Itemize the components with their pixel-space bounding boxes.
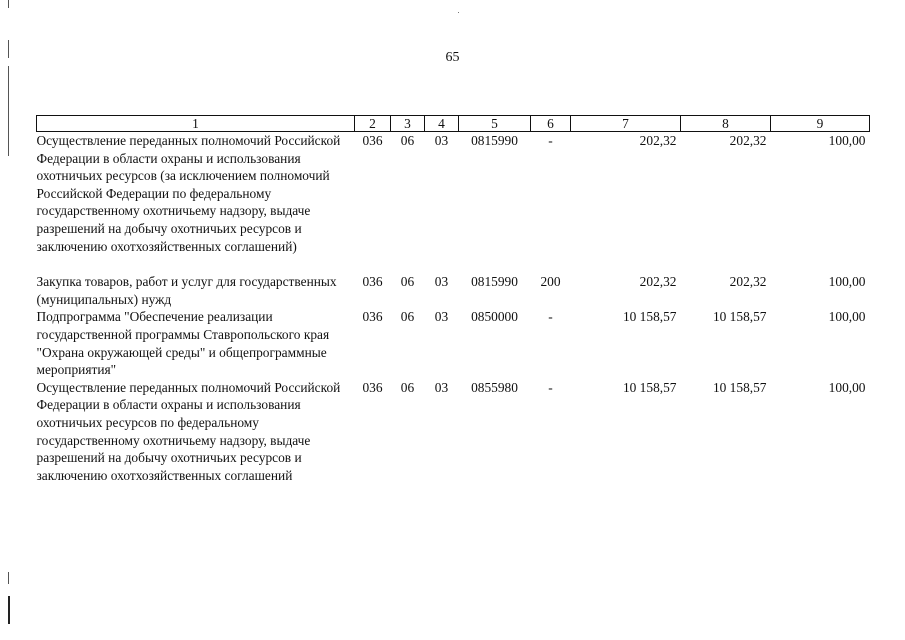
target-article-code: 0815990 (471, 274, 518, 290)
section-code: 06 (400, 309, 415, 325)
planned-amount: 10 158,57 (622, 379, 677, 395)
spacer-row (37, 255, 870, 273)
target-article-code: 0850000 (471, 309, 518, 325)
column-header: 3 (391, 116, 425, 132)
scan-edge-mark (8, 596, 10, 624)
row-name: Подпрограмма "Обеспечение реализации государственной программы Ставропольского края "Охрана окружающей среды" и общепрограммные мероприятия" (36, 309, 330, 378)
executed-amount: 202,32 (729, 274, 767, 290)
column-header: 4 (425, 116, 459, 132)
row-name: Осуществление переданных полномочий Российской Федерации в области охраны и использования охотничьих ресурсов по федеральному государственному охотничьему надзору, выдаче разрешений на добычу охотничьих ресурсов и заключению охотхозяйственных соглашений (36, 379, 341, 483)
section-code: 06 (400, 379, 415, 395)
ministry-code: 036 (362, 379, 383, 395)
table-row (37, 132, 870, 256)
ministry-code: 036 (362, 274, 383, 290)
page-number: 65 (445, 50, 460, 65)
scan-edge-mark (8, 0, 9, 8)
column-header: 1 (37, 116, 355, 132)
scan-edge-mark (8, 572, 9, 584)
column-header: 7 (571, 116, 681, 132)
table-header (37, 116, 870, 132)
row-name: Осуществление переданных полномочий Российской Федерации в области охраны и использования охотничьих ресурсов (за исключением полномочий Российской Федерации по федеральному государственному охотничьему надзору, выдаче разрешений на добычу охотничьих ресурсов и заключению охотхозяйственных соглашений) (36, 133, 341, 254)
column-header: 2 (355, 116, 391, 132)
planned-amount: 10 158,57 (622, 309, 677, 325)
subsection-code: 03 (434, 309, 449, 325)
subsection-code: 03 (434, 379, 449, 395)
execution-percent: 100,00 (828, 379, 866, 395)
ministry-code: 036 (362, 133, 383, 148)
execution-percent: 100,00 (828, 309, 866, 325)
header-row (37, 116, 870, 132)
scan-dot (458, 12, 459, 13)
target-article-code: 0855980 (471, 379, 518, 395)
column-header: 5 (459, 116, 531, 132)
target-article-code: 0815990 (471, 133, 518, 148)
planned-amount: 202,32 (639, 274, 677, 290)
column-header: 9 (771, 116, 870, 132)
executed-amount: 10 158,57 (712, 309, 767, 325)
execution-percent: 100,00 (828, 274, 866, 290)
expense-type-code: - (548, 309, 553, 325)
expense-type-code: 200 (540, 274, 561, 290)
executed-amount: 10 158,57 (712, 379, 767, 395)
section-code: 06 (400, 133, 415, 148)
subsection-code: 03 (434, 274, 449, 290)
budget-table (36, 115, 870, 484)
table-row (37, 379, 870, 485)
execution-percent: 100,00 (828, 133, 866, 148)
ministry-code: 036 (362, 309, 383, 325)
scan-edge-mark (8, 66, 9, 156)
table-row (37, 273, 870, 308)
section-code: 06 (400, 274, 415, 290)
column-header: 6 (531, 116, 571, 132)
expense-type-code: - (548, 379, 553, 395)
planned-amount: 202,32 (639, 133, 677, 148)
table-row (37, 308, 870, 378)
column-header: 8 (681, 116, 771, 132)
row-name: Закупка товаров, работ и услуг для государственных (муниципальных) нужд (36, 274, 337, 307)
expense-type-code: - (548, 133, 553, 148)
executed-amount: 202,32 (729, 133, 767, 148)
subsection-code: 03 (434, 133, 449, 148)
